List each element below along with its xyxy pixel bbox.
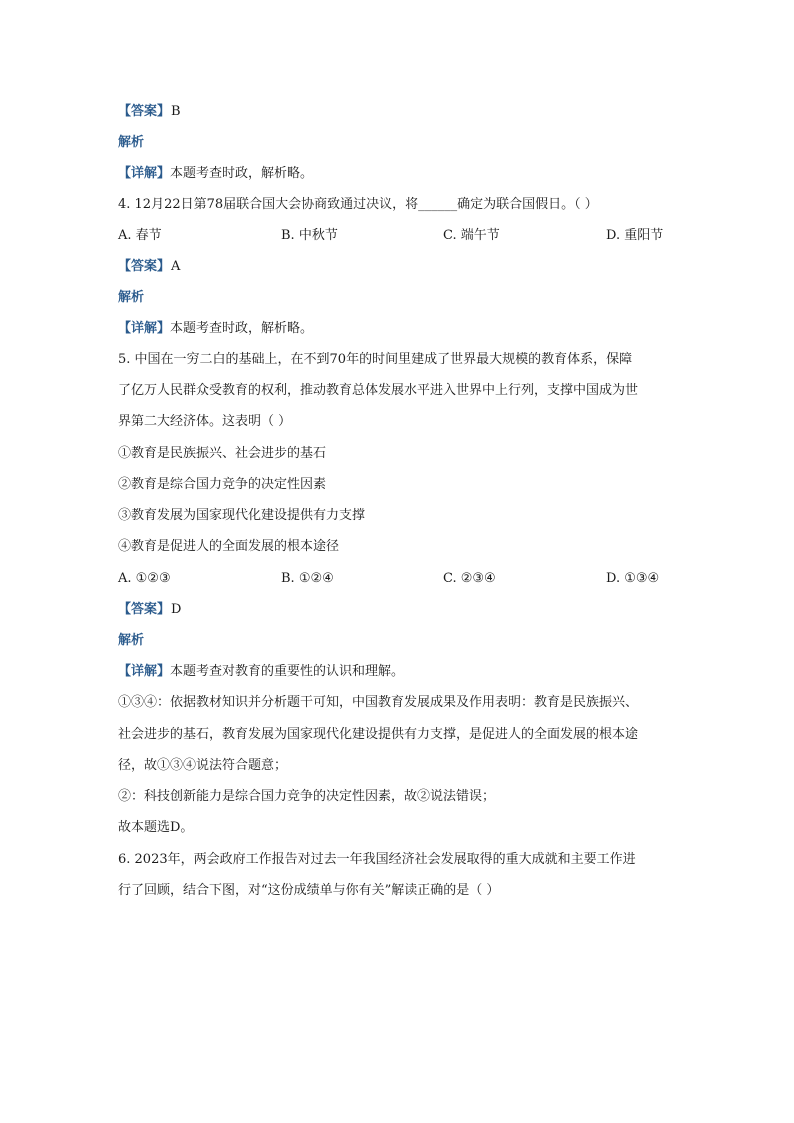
q4-analysis-heading: [118, 290, 144, 306]
q5-option-c: C. ②③④: [443, 571, 496, 586]
answer-value: D: [171, 602, 182, 617]
q5-explanation-line-2: 社会进步的基石，教育发展为国家现代化建设提供有力支撑，是促进人的全面发展的根本途: [118, 727, 639, 742]
q5-detail-line: [118, 664, 404, 680]
q5-statement-1: ①教育是民族振兴、社会进步的基石: [118, 446, 327, 461]
q5-stem-line-1: 5. 中国在一穷二白的基础上，在不到70年的时间里建成了世界最大规模的教育体系，保障: [118, 352, 633, 367]
q4-option-a: A. 春节: [118, 228, 162, 243]
analysis-label: 解析: [118, 290, 145, 305]
q5-analysis-heading: [118, 633, 144, 649]
analysis-label: 解析: [118, 633, 145, 648]
q3-detail-line: [118, 166, 313, 182]
q4-answer-line: [118, 259, 180, 275]
q3-analysis-heading: [118, 135, 144, 151]
q4-option-d: D. 重阳节: [606, 228, 664, 243]
q5-statement-2: ②教育是综合国力竞争的决定性因素: [118, 477, 327, 492]
detail-label: 【详解】: [118, 166, 171, 181]
detail-text: 本题考查对教育的重要性的认识和理解。: [170, 664, 405, 679]
q5-explanation-line-4: ②：科技创新能力是综合国力竞争的决定性因素，故②说法错误；: [118, 789, 496, 804]
answer-value: B: [171, 104, 181, 119]
q5-option-d: D. ①③④: [606, 571, 660, 586]
detail-label: 【详解】: [118, 664, 171, 679]
q5-explanation-line-1: ①③④：依据教材知识并分析题干可知，中国教育发展成果及作用表明：教育是民族振兴、: [118, 695, 639, 710]
q5-statement-3: ③教育发展为国家现代化建设提供有力支撑: [118, 508, 366, 523]
answer-label: 【答案】: [118, 259, 171, 274]
answer-label: 【答案】: [118, 104, 171, 119]
q5-explanation-line-3: 径，故①③④说法符合题意；: [118, 758, 288, 773]
q4-detail-line: [118, 321, 313, 337]
q5-stem-line-2: 了亿万人民群众受教育的权利，推动教育总体发展水平进入世界中上行列，支撑中国成为世: [118, 383, 639, 398]
answer-value: A: [171, 259, 181, 274]
q6-stem-line-2: 行了回顾，结合下图，对“这份成绩单与你有关”解读正确的是（ ）: [118, 883, 500, 898]
analysis-label: 解析: [118, 135, 145, 150]
q4-stem: 4. 12月22日第78届联合国大会协商致通过决议，将______确定为联合国假日。（ ）: [118, 197, 598, 212]
answer-label: 【答案】: [118, 602, 171, 617]
q5-option-a: A. ①②③: [118, 571, 171, 586]
q4-option-c: C. 端午节: [443, 228, 500, 243]
q5-explanation-line-5: 故本题选D。: [118, 820, 194, 835]
q5-stem-line-3: 界第二大经济体。这表明（ ）: [118, 414, 292, 429]
detail-text: 本题考查时政，解析略。: [170, 166, 314, 181]
q3-answer-line: [118, 104, 181, 120]
q4-option-b: B. 中秋节: [281, 228, 338, 243]
detail-label: 【详解】: [118, 321, 171, 336]
q5-answer-line: [118, 602, 181, 618]
q5-statement-4: ④教育是促进人的全面发展的根本途径: [118, 539, 340, 554]
detail-text: 本题考查时政，解析略。: [170, 321, 314, 336]
q5-option-b: B. ①②④: [281, 571, 334, 586]
q6-stem-line-1: 6. 2023年，两会政府工作报告对过去一年我国经济社会发展取得的重大成就和主要工作进: [118, 852, 636, 867]
